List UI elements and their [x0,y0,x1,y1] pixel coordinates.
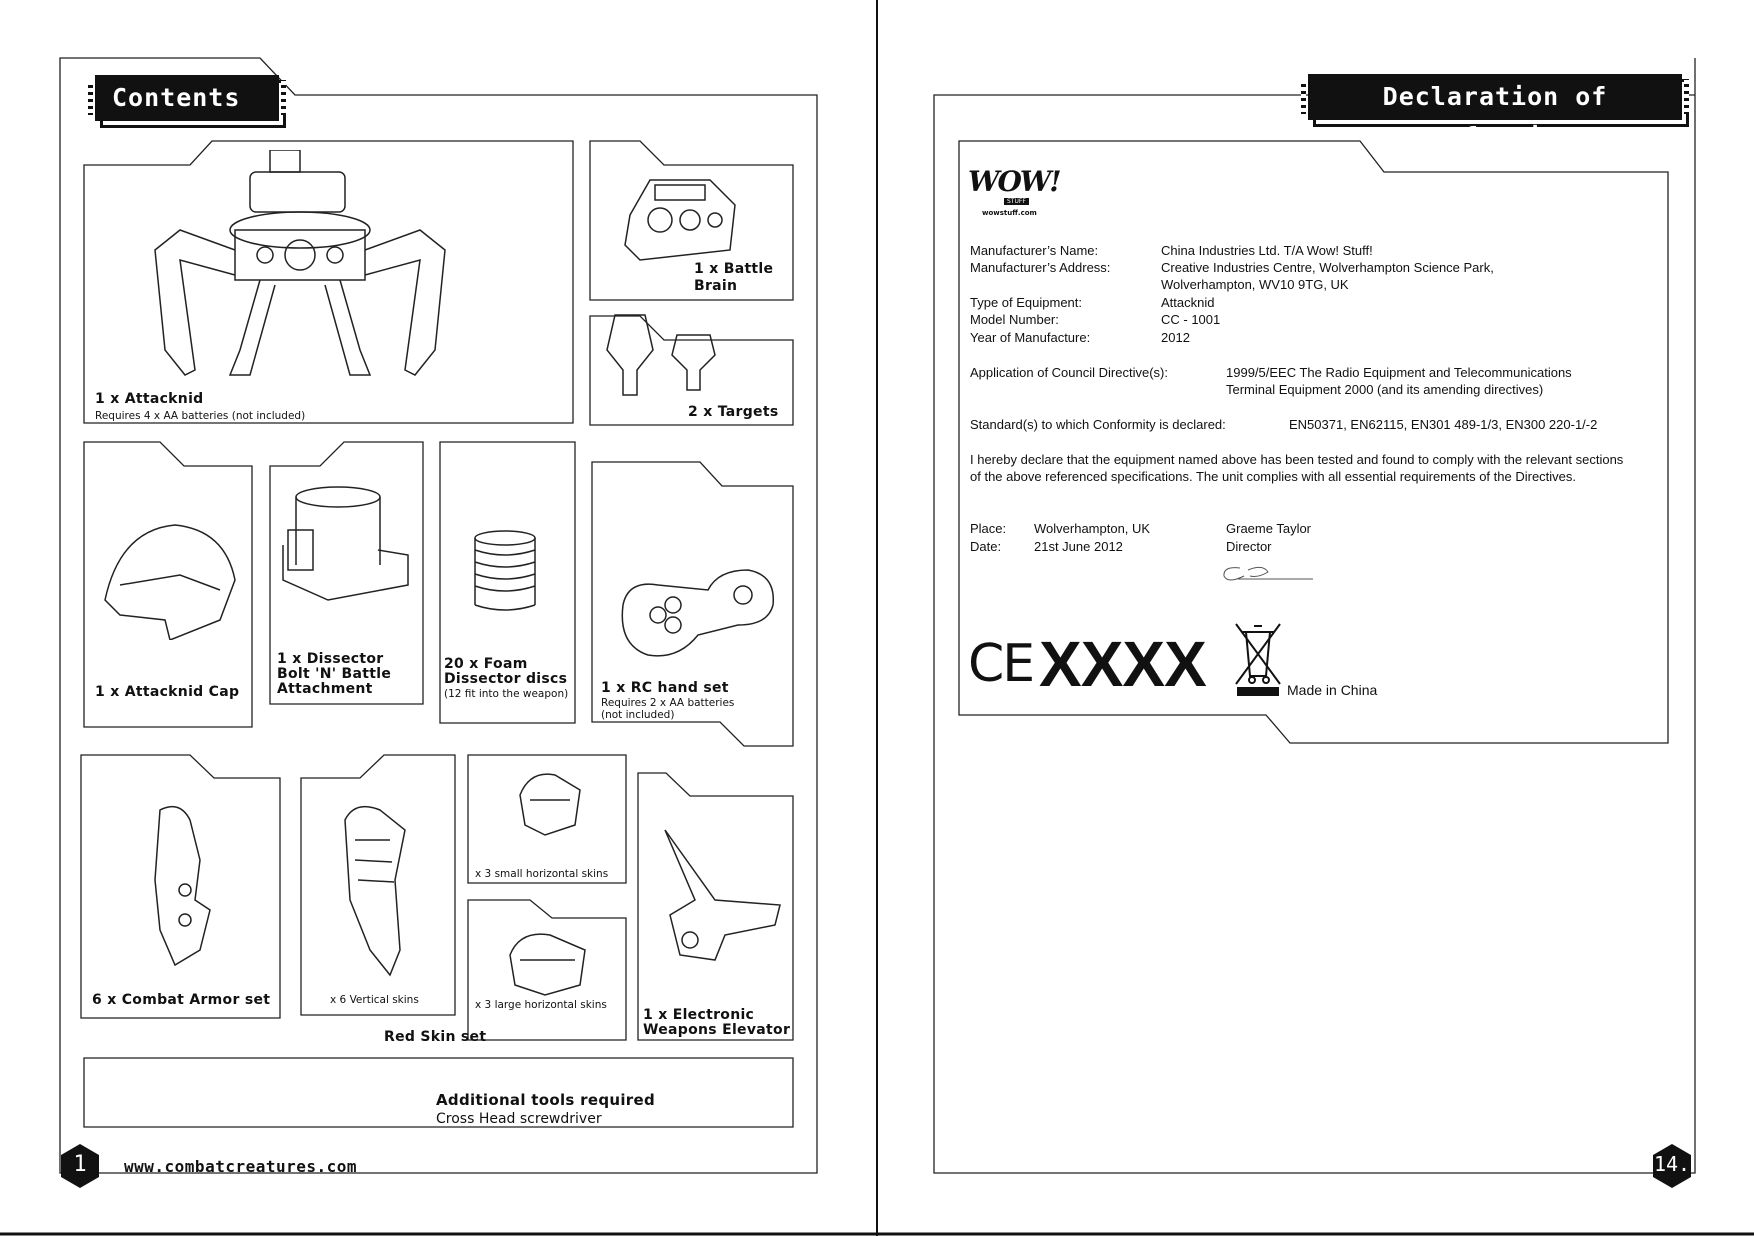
page-number-right: 14. [1653,1152,1691,1176]
large-horizontal-skins-illustration [500,930,595,1000]
equipment-type-value: Attacknid [1161,295,1215,310]
standards-label: Standard(s) to which Conformity is declared: [970,417,1226,432]
notified-body-code: XXXX [1039,628,1206,700]
small-skins-label: x 3 small horizontal skins [475,868,609,880]
battle-brain-title-1: 1 x Battle [694,261,774,277]
directive-value-1: 1999/5/EEC The Radio Equipment and Telecommunications [1226,365,1572,380]
declaration-text-2: of the above referenced specifications. The unit complies with all essential requirements of the Directives. [970,469,1577,484]
logo-url: wowstuff.com [982,209,1037,217]
elevator-title-2: Weapons Elevator [643,1022,791,1038]
wowstuff-logo [968,165,1060,225]
manufacturer-address-value-1: Creative Industries Centre, Wolverhampton Science Park, [1161,260,1494,275]
battle-brain-title-2: Brain [694,278,738,294]
attacknid-cap-title: 1 x Attacknid Cap [95,684,240,700]
red-skin-set-title: Red Skin set [384,1029,487,1045]
ce-mark: CE [968,634,1034,694]
made-in-china: Made in China [1287,682,1378,698]
declaration-header: Declaration of conformity [1308,74,1682,120]
foam-note: (12 fit into the weapon) [444,688,569,700]
manufacturer-address-label: Manufacturer’s Address: [970,260,1111,275]
dissector-title-3: Attachment [277,681,373,697]
contents-header: Contents [95,75,279,121]
manufacture-year-label: Year of Manufacture: [970,330,1091,345]
manufacture-year-value: 2012 [1161,330,1190,345]
declaration-text-1: I hereby declare that the equipment named above has been tested and found to comply with the relevant sections [970,452,1624,467]
elevator-title-1: 1 x Electronic [643,1007,755,1023]
place-value: Wolverhampton, UK [1034,521,1151,536]
rc-handset-illustration [618,565,778,665]
model-number-label: Model Number: [970,312,1059,327]
tools-text: Cross Head screwdriver [436,1111,602,1127]
vertical-skins-illustration [330,800,420,980]
website-url[interactable]: www.combatcreatures.com [124,1157,358,1176]
place-label: Place: [970,521,1007,536]
dissector-title-2: Bolt 'N' Battle [277,666,392,682]
date-value: 21st June 2012 [1034,539,1123,554]
manufacturer-name-value: China Industries Ltd. T/A Wow! Stuff! [1161,243,1373,258]
signatory-name: Graeme Taylor [1226,521,1312,536]
signature [1218,562,1318,588]
combat-armor-illustration [140,800,220,970]
attacknid-title: 1 x Attacknid [95,391,204,407]
foam-title-1: 20 x Foam [444,656,528,672]
targets-illustration [605,310,725,400]
battle-brain-illustration [620,175,740,265]
attacknid-illustration [150,150,450,380]
targets-title: 2 x Targets [688,404,779,420]
equipment-type-label: Type of Equipment: [970,295,1083,310]
directive-label: Application of Council Directive(s): [970,365,1168,380]
date-label: Date: [970,539,1002,554]
logo-brand: WOW! [968,165,1060,198]
foam-discs-illustration [470,530,540,615]
dissector-title-1: 1 x Dissector [277,651,384,667]
attacknid-cap-illustration [100,520,240,640]
attacknid-note: Requires 4 x AA batteries (not included) [95,410,306,422]
rc-handset-note-2: (not included) [601,709,675,721]
foam-title-2: Dissector discs [444,671,568,687]
standards-value: EN50371, EN62115, EN301 489-1/3, EN300 220-1/-2 [1289,417,1598,432]
small-horizontal-skins-illustration [510,765,590,840]
combat-armor-title: 6 x Combat Armor set [92,992,271,1008]
weee-bin-icon [1232,620,1284,696]
weapons-elevator-illustration [655,825,785,965]
page-number-left: 1 [73,1152,87,1177]
vertical-skins-label: x 6 Vertical skins [330,994,419,1006]
manufacturer-address-value-2: Wolverhampton, WV10 9TG, UK [1161,277,1349,292]
signatory-title: Director [1226,539,1272,554]
directive-value-2: Terminal Equipment 2000 (and its amending directives) [1226,382,1544,397]
rc-handset-title: 1 x RC hand set [601,680,729,696]
tools-title: Additional tools required [436,1091,656,1109]
model-number-value: CC - 1001 [1161,312,1221,327]
large-skins-label: x 3 large horizontal skins [475,999,607,1011]
rc-handset-note-1: Requires 2 x AA batteries [601,697,735,709]
logo-stuff: STUFF [1004,198,1029,205]
dissector-illustration [278,485,418,610]
manufacturer-name-label: Manufacturer’s Name: [970,243,1099,258]
